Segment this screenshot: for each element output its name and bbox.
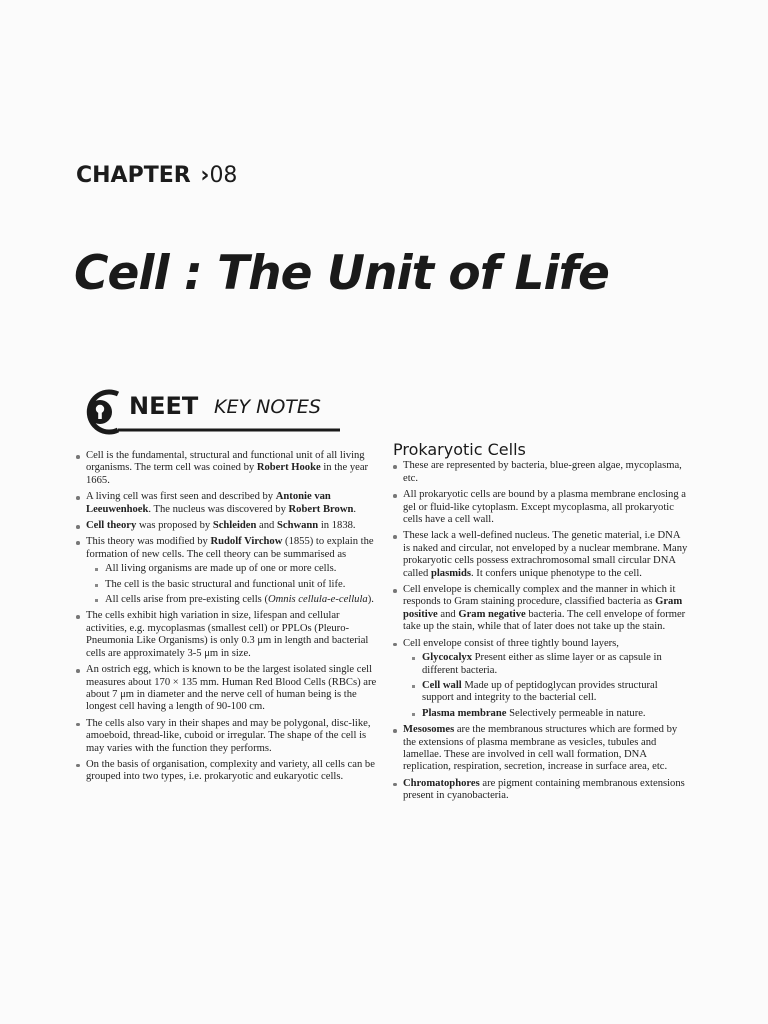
right-column bbox=[393, 440, 689, 807]
list-item: The cells also vary in their shapes and may be polygonal, disc-like, amoeboid, thread-like, cuboid or irregular. The shape of the cell is may varies with the function they performs. bbox=[76, 718, 378, 755]
list-item: These lack a well-defined nucleus. The genetic material, i.e DNA is naked and circular, not enveloped by a nuclear membrane. Many prokaryotic cells possess extrachromosomal small circular DNA called plasmids. It confers unique phenotype to the cell. bbox=[393, 530, 689, 580]
chapter-word: CHAPTER bbox=[76, 163, 191, 188]
sub-list-item: The cell is the basic structural and functional unit of life. bbox=[86, 579, 378, 591]
envelope-layers bbox=[403, 652, 689, 720]
sub-list-item: Plasma membrane Selectively permeable in nature. bbox=[403, 708, 689, 720]
list-item: An ostrich egg, which is known to be the largest isolated single cell measures about 170 × 135 mm. Human Red Blood Cells (RBCs) are about 7 μm in diameter and the nerve cell of human being is the longest cell having a length of 90-100 cm. bbox=[76, 664, 378, 714]
list-item: Cell theory was proposed by Schleiden and Schwann in 1838. bbox=[76, 520, 378, 532]
sub-list-item: Cell wall Made up of peptidoglycan provides structural support and integrity to the bacterial cell. bbox=[403, 680, 689, 705]
section-heading: Prokaryotic Cells bbox=[393, 440, 526, 459]
neet-key-notes-banner bbox=[74, 386, 374, 438]
list-item: On the basis of organisation, complexity and variety, all cells can be grouped into two types, i.e. prokaryotic and eukaryotic cells. bbox=[76, 759, 378, 784]
chapter-label bbox=[76, 163, 237, 188]
sub-list-item: All living organisms are made up of one or more cells. bbox=[86, 563, 378, 575]
list-item: Cell envelope is chemically complex and the manner in which it responds to Gram staining procedure, classified bacteria as Gram positive and Gram negative bacteria. The cell envelope of former take up the stain, while that of later does not take up the stain. bbox=[393, 584, 689, 634]
list-item: A living cell was first seen and described by Antonie van Leeuwenhoek. The nucleus was discovered by Robert Brown. bbox=[76, 491, 378, 516]
list-item: Mesosomes are the membranous structures which are formed by the extensions of plasma membrane as vesicles, tubules and lamellae. These are involved in cell wall formation, DNA replication, respiration, secretion, increase in surface area, etc. bbox=[393, 724, 689, 774]
neet-label: NEET bbox=[129, 392, 199, 420]
list-item: Cell envelope consist of three tightly bound layers, Glycocalyx Present either as slime layer or as capsule in different bacteria. Cell wall Made up of peptidoglycan provides structural support and integrity to the bacterial cell. Plasma membrane Selectively permeable in nature. bbox=[393, 638, 689, 720]
left-column bbox=[76, 450, 378, 788]
page-title: Cell : The Unit of Life bbox=[74, 246, 609, 301]
chevron-right-icon: › bbox=[200, 163, 210, 188]
right-notes-list bbox=[393, 460, 689, 802]
list-item: Chromatophores are pigment containing membranous extensions present in cyanobacteria. bbox=[393, 778, 689, 803]
cell-theory-points bbox=[86, 563, 378, 606]
sub-list-item: Glycocalyx Present either as slime layer or as capsule in different bacteria. bbox=[403, 652, 689, 677]
list-item: These are represented by bacteria, blue-green algae, mycoplasma, etc. bbox=[393, 460, 689, 485]
list-item: Cell is the fundamental, structural and functional unit of all living organisms. The term cell was coined by Robert Hooke in the year 1665. bbox=[76, 450, 378, 487]
sub-list-item: All cells arise from pre-existing cells (Omnis cellula-e-cellula). bbox=[86, 594, 378, 606]
left-notes-list bbox=[76, 450, 378, 784]
key-notes-label: KEY NOTES bbox=[214, 396, 321, 418]
list-item: The cells exhibit high variation in size, lifespan and cellular activities, e.g. mycoplasmas (smallest cell) or PPLOs (Pleuro-Pneumonia Like Organisms) is only 0.3 μm in length and bacterial cells are approximately 3-5 μm in size. bbox=[76, 610, 378, 660]
list-item: This theory was modified by Rudolf Virchow (1855) to explain the formation of new cells. The cell theory can be summarised as All living organisms are made up of one or more cells. The cell is the basic structural and functional unit of life. All cells arise from pre-existing cells (Omnis cellula-e-cellula). bbox=[76, 536, 378, 606]
list-item: All prokaryotic cells are bound by a plasma membrane enclosing a gel or fluid-like cytoplasm. Except mycoplasma, all prokaryotic cells have a cell wall. bbox=[393, 489, 689, 526]
chapter-number: 08 bbox=[209, 163, 238, 188]
